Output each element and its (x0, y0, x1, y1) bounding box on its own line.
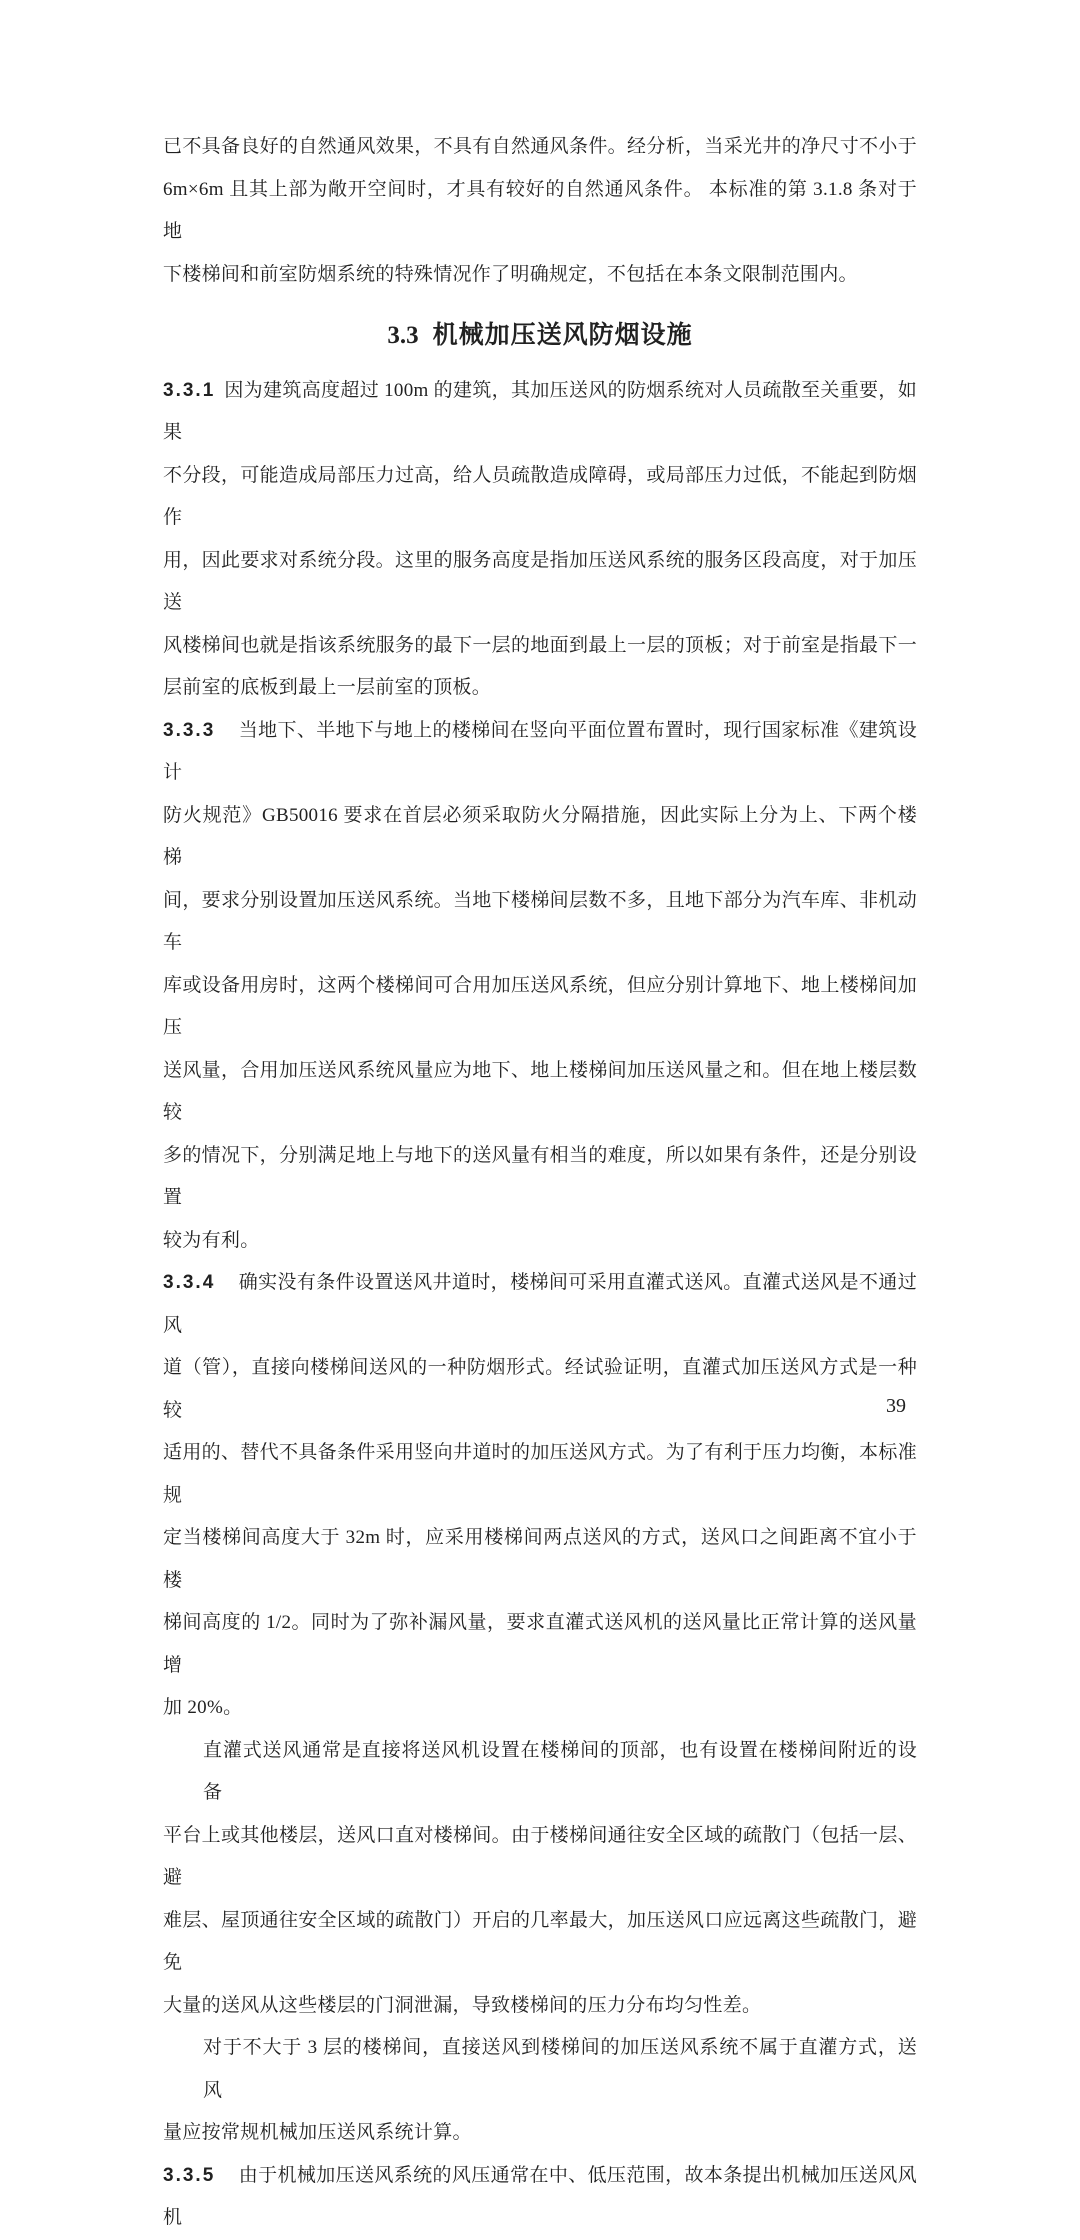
text-line: 直灌式送风通常是直接将送风机设置在楼梯间的顶部，也有设置在楼梯间附近的设备 (203, 1739, 917, 1803)
text-line: 层前室的底板到最上一层前室的顶板。 (163, 677, 492, 698)
text-line: 量应按常规机械加压送风系统计算。 (163, 2122, 472, 2143)
text-line: 定当楼梯间高度大于 32m 时，应采用楼梯间两点送风的方式，送风口之间距离不宜小于楼 (163, 1527, 917, 1591)
text-line: 间，要求分别设置加压送风系统。当地下楼梯间层数不多，且地下部分为汽车库、非机动车 (163, 889, 917, 953)
text-line: 难层、屋顶通往安全区域的疏散门）开启的几率最大，加压送风口应远离这些疏散门，避免 (163, 1909, 917, 1973)
para-clause-3-3-5 (163, 2155, 917, 2240)
clause-number: 3.3.1 (163, 379, 216, 401)
text-line: 3.3.1 因为建筑高度超过 100m 的建筑，其加压送风的防烟系统对人员疏散至关重要，如果 (163, 379, 917, 443)
section-3-3-heading (163, 314, 917, 358)
text-line: 不分段，可能造成局部压力过高，给人员疏散造成障碍，或局部压力过低，不能起到防烟作 (163, 464, 917, 528)
section-heading-number: 3.3 (387, 322, 419, 349)
text-line: 用，因此要求对系统分段。这里的服务高度是指加压送风系统的服务区段高度，对于加压送 (163, 549, 917, 613)
text-line: 防火规范》GB50016 要求在首层必须采取防火分隔措施，因此实际上分为上、下两个楼梯 (163, 804, 917, 868)
document-body (163, 126, 917, 2240)
para-clause-3-3-1 (163, 370, 917, 710)
text-line: 3.3.5 由于机械加压送风系统的风压通常在中、低压范围，故本条提出机械加压送风风机 (163, 2164, 917, 2228)
text-line: 6m×6m 且其上部为敞开空间时，才具有较好的自然通风条件。 本标准的第 3.1.8 条对于地 (163, 178, 917, 242)
text-line: 对于不大于 3 层的楼梯间，直接送风到楼梯间的加压送风系统不属于直灌方式，送风 (203, 2037, 917, 2101)
text-line: 送风量，合用加压送风系统风量应为地下、地上楼梯间加压送风量之和。但在地上楼层数较 (163, 1059, 917, 1123)
text-line: 3.3.4 确实没有条件设置送风井道时，楼梯间可采用直灌式送风。直灌式送风是不通过风 (163, 1272, 917, 1336)
section-heading-title: 机械加压送风防烟设施 (432, 321, 693, 349)
page-number: 39 (886, 1395, 906, 1417)
text-line: 下楼梯间和前室防烟系统的特殊情况作了明确规定，不包括在本条文限制范围内。 (163, 263, 858, 285)
para-clause-3-3-4 (163, 1262, 917, 1730)
para-clause-3-3-3 (163, 710, 917, 1263)
clause-number: 3.3.4 (163, 1272, 216, 1293)
text-line: 大量的送风从这些楼层的门洞泄漏，导致楼梯间的压力分布均匀性差。 (163, 1994, 762, 2016)
text-line: 梯间高度的 1/2。同时为了弥补漏风量，要求直灌式送风机的送风量比正常计算的送风量增 (163, 1612, 917, 1676)
text-line: 加 20%。 (163, 1697, 243, 1718)
text-line: 库或设备用房时，这两个楼梯间可合用加压送风系统，但应分别计算地下、地上楼梯间加压 (163, 974, 917, 1038)
text-line: 风楼梯间也就是指该系统服务的最下一层的地面到最上一层的顶板；对于前室是指最下一 (163, 634, 917, 656)
text-line: 道（管），直接向楼梯间送风的一种防烟形式。经试验证明，直灌式加压送风方式是一种较 (163, 1357, 917, 1421)
text-line: 平台上或其他楼层，送风口直对楼梯间。由于楼梯间通往安全区域的疏散门（包括一层、避 (163, 1824, 917, 1888)
para-natural-ventilation-continued (163, 126, 917, 296)
para-three-storey-stairwell (163, 2027, 917, 2155)
clause-number: 3.3.3 (163, 719, 216, 741)
para-direct-supply-description (163, 1730, 917, 2028)
text-line: 多的情况下，分别满足地上与地下的送风量有相当的难度，所以如果有条件，还是分别设置 (163, 1144, 917, 1208)
text-line: 适用的、替代不具备条件采用竖向井道时的加压送风方式。为了有利于压力均衡，本标准规 (163, 1442, 917, 1506)
text-line: 较为有利。 (163, 1229, 260, 1251)
clause-number: 3.3.5 (163, 2164, 216, 2186)
text-line: 3.3.3 当地下、半地下与地上的楼梯间在竖向平面位置布置时，现行国家标准《建筑设计 (163, 719, 917, 783)
text-line: 已不具备良好的自然通风效果，不具有自然通风条件。经分析，当采光井的净尺寸不小于 (163, 136, 917, 157)
